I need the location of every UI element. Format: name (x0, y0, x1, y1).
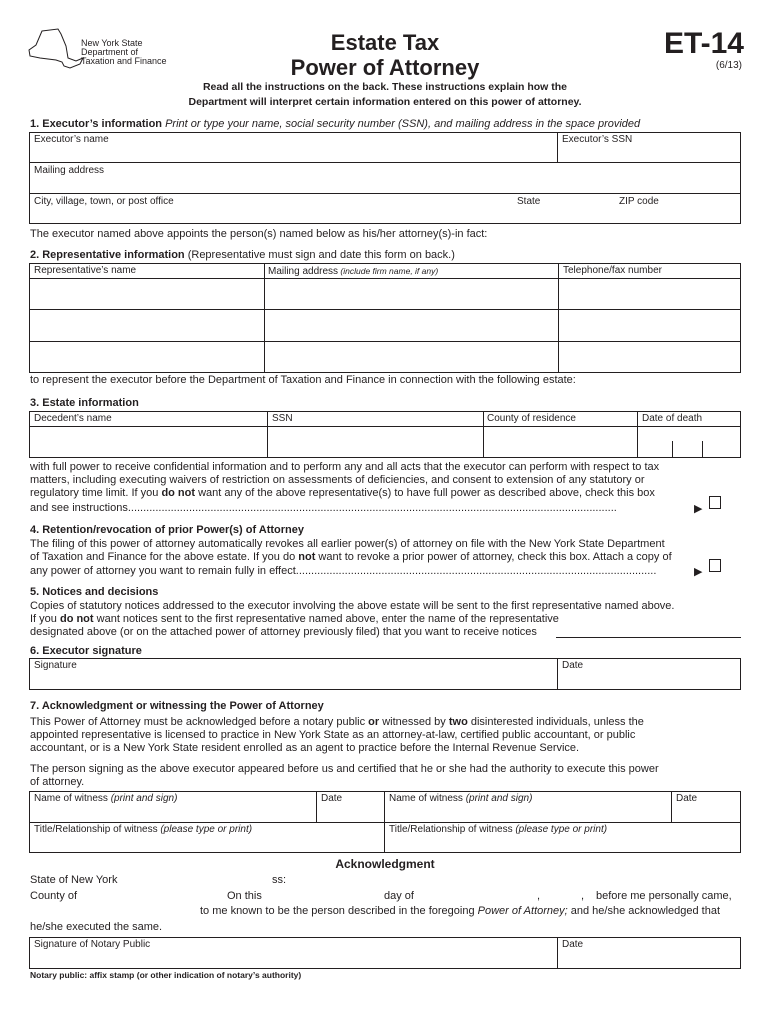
witness-2-title-label (389, 824, 607, 836)
witness-2-name-field[interactable] (385, 792, 670, 821)
known-b: Power of Attorney; (477, 905, 568, 917)
full-power-line-3a: regulatory time limit. If you (30, 487, 162, 499)
witness-1-title-field[interactable] (30, 823, 383, 852)
section-5-heading: 5. Notices and decisions (30, 586, 159, 598)
col-telephone-fax: Telephone/fax number (563, 265, 662, 276)
notary-signature-label: Signature of Notary Public (34, 939, 151, 950)
ack-para-1-line-1 (30, 716, 644, 729)
col-decedent-name: Decedent’s name (34, 413, 112, 424)
represent-statement: to represent the executor before the Department of Taxation and Finance in connection with the following estate: (30, 374, 576, 386)
witness-name-note: (print and sign) (462, 793, 533, 804)
witness-1-date-label: Date (321, 793, 343, 804)
revocation-line-2a: of Taxation and Finance for the above estate. If you do (30, 551, 299, 563)
state-of-new-york: State of New York (30, 874, 118, 886)
col-representative-name: Representative’s name (34, 265, 137, 276)
instructions-line-2: Department will interpret certain information entered on this power of attorney. (188, 96, 582, 108)
col-mailing-address-label: Mailing address (268, 266, 339, 277)
no-full-power-checkbox[interactable] (709, 496, 721, 509)
ack-para-2-line-2: of attorney. (30, 776, 85, 788)
revocation-not: not (298, 551, 316, 563)
witness-name-note: (print and sign) (107, 793, 178, 804)
executor-name-label: Executor’s name (34, 134, 109, 145)
representative-3-address-field[interactable] (265, 342, 557, 372)
representative-1-phone-field[interactable] (559, 279, 740, 308)
form-title-line-2: Power of Attorney (290, 55, 480, 80)
comma-1: , (537, 890, 541, 902)
state-label: State (517, 196, 541, 207)
ss-label: ss: (272, 874, 287, 886)
executor-mailing-address-field[interactable] (30, 163, 740, 192)
notices-line-1: Copies of statutory notices addressed to the executor involving the above estate will be sent to the first representative named above. (30, 600, 675, 612)
notices-line-3: designated above (or on the attached power of attorney previously filed) that you want to receive notices (30, 626, 537, 638)
agency-line-2: Department of (81, 47, 139, 57)
county-field[interactable] (82, 889, 222, 903)
ack-para-1-line-3: accountant, or is a New York State resident enrolled as an agent to practice before the Internal Revenue Service. (30, 742, 580, 754)
revocation-line-3: any power of attorney you want to remain fully in effect...................................................................................................................... (30, 565, 657, 577)
agency-line-3: Taxation and Finance (81, 56, 167, 66)
full-power-line-3c: want any of the above representative(s) to have full power as described above, check this box (195, 487, 655, 499)
ack-para-2-line-1: The person signing as the above executor appeared before us and certified that he or she had the authority to execute this power (30, 763, 659, 775)
revocation-line-2c: want to revoke a prior power of attorney, check this box. Attach a copy of (315, 551, 672, 563)
representative-2-address-field[interactable] (265, 310, 557, 340)
executor-ssn-label: Executor’s SSN (562, 134, 633, 145)
section-4-heading: 4. Retention/revocation of prior Power(s) of Attorney (30, 524, 305, 536)
notices-line-2c: want notices sent to the first representative named above, enter the name of the representative (93, 613, 559, 625)
full-power-line-2: matters, including executing waivers of restriction on assessments of deficiencies, and consent to extension of any statutory or (30, 474, 645, 486)
new-york-state-map-logo (28, 28, 84, 76)
section-2-note: (Representative must sign and date this form on back.) (184, 249, 455, 261)
witness-title-note: (please type or print) (157, 824, 253, 835)
ack-para-1-line-2: appointed representative is licensed to practice in New York State as an attorney-at-law, certified public accountant, or public (30, 729, 636, 741)
date-of-death-field[interactable] (638, 427, 740, 457)
known-to-me-line (200, 905, 720, 918)
on-this-label: On this (227, 890, 262, 902)
witness-2-name-label (389, 793, 532, 805)
revocation-line-2 (30, 551, 672, 564)
representative-1-address-field[interactable] (265, 279, 557, 308)
representative-1-name-field[interactable] (30, 279, 263, 308)
notary-date-field[interactable] (558, 938, 740, 968)
witness-1-title-label (34, 824, 252, 836)
witness-name-text: Name of witness (389, 793, 463, 804)
section-2-title: 2. Representative information (30, 249, 185, 261)
representative-2-name-field[interactable] (30, 310, 263, 340)
city-label: City, village, town, or post office (34, 196, 174, 207)
full-power-line-4: and see instructions................................................................................................................................................................ (30, 502, 617, 514)
col-mailing-address (268, 265, 438, 278)
witness-1-name-label (34, 793, 177, 805)
section-1-note: Print or type your name, social security number (SSN), and mailing address in the space provided (162, 118, 641, 130)
known-c: and he/she acknowledged that (567, 905, 720, 917)
representative-3-phone-field[interactable] (559, 342, 740, 372)
witness-1-date-field[interactable] (317, 792, 383, 821)
county-of-residence-field[interactable] (484, 427, 636, 457)
executor-zip-field[interactable] (614, 194, 740, 223)
witness-2-date-field[interactable] (672, 792, 740, 821)
day-of-label: day of (384, 890, 414, 902)
witness-2-title-field[interactable] (385, 823, 740, 852)
ack-p1-or: or (368, 716, 380, 728)
notices-line-2a: If you (30, 613, 60, 625)
arrow-right-icon: ▶ (694, 566, 703, 578)
known-a: to me known to be the person described in the foregoing (200, 905, 478, 917)
month-field[interactable] (420, 889, 532, 903)
notary-stamp-note: Notary public: affix stamp (or other indication of notary’s authority) (30, 970, 302, 980)
section-1-title: 1. Executor’s information (30, 118, 163, 130)
zip-label: ZIP code (619, 196, 659, 207)
executor-ssn-field[interactable] (558, 133, 740, 161)
witness-2-date-label: Date (676, 793, 698, 804)
keep-prior-poa-checkbox[interactable] (709, 559, 721, 572)
col-mailing-address-note: (include firm name, if any) (338, 266, 439, 276)
notices-line-2 (30, 613, 559, 626)
section-3-heading: 3. Estate information (30, 397, 139, 409)
col-county-of-residence: County of residence (487, 413, 576, 424)
ack-p1-e: disinterested individuals, unless the (467, 716, 644, 728)
representative-3-name-field[interactable] (30, 342, 263, 372)
full-power-do-not: do not (161, 487, 196, 499)
signature-label: Signature (34, 660, 77, 671)
arrow-right-icon: ▶ (694, 503, 703, 515)
section-6-heading: 6. Executor signature (30, 645, 142, 657)
notary-signature-field[interactable] (30, 938, 556, 968)
notary-date-label: Date (562, 939, 584, 950)
witness-1-name-field[interactable] (30, 792, 315, 821)
date-label: Date (562, 660, 584, 671)
form-title-line-1: Estate Tax (330, 30, 440, 55)
notices-do-not: do not (59, 613, 94, 625)
agency-line-1: New York State (81, 38, 143, 48)
section-1-heading (30, 118, 640, 131)
representative-2-phone-field[interactable] (559, 310, 740, 340)
witness-title-text: Title/Relationship of witness (34, 824, 158, 835)
mailing-address-label: Mailing address (34, 165, 105, 176)
revocation-line-1: The filing of this power of attorney automatically revokes all earlier power(s) of attorney on file with the New York State Department (30, 538, 665, 550)
witness-name-text: Name of witness (34, 793, 108, 804)
witness-title-note: (please type or print) (512, 824, 608, 835)
executor-signature-date-field[interactable] (558, 659, 740, 689)
executor-name-field[interactable] (30, 133, 556, 161)
county-of-label: County of (30, 890, 78, 902)
person-name-field[interactable] (30, 904, 195, 918)
appoints-statement: The executor named above appoints the person(s) named below as his/her attorney(s)-in fact: (30, 228, 488, 240)
form-revision: (6/13) (715, 60, 742, 71)
form-id: ET-14 (663, 27, 744, 60)
ack-p1-a: This Power of Attorney must be acknowledged before a notary public (30, 716, 369, 728)
before-me-text: before me personally came, (596, 890, 732, 902)
ack-p1-c: witnessed by (379, 716, 449, 728)
witness-title-text: Title/Relationship of witness (389, 824, 513, 835)
full-power-line-3 (30, 487, 655, 500)
notices-representative-field[interactable] (556, 637, 741, 638)
day-number-field[interactable] (266, 889, 378, 903)
executed-same-text: he/she executed the same. (30, 921, 163, 933)
ack-p1-two: two (448, 716, 468, 728)
full-power-line-1: with full power to receive confidential information and to perform any and all acts that the executor can perform with respect to tax (30, 461, 660, 473)
section-2-heading (30, 249, 455, 262)
decedent-ssn-field[interactable] (268, 427, 482, 457)
instructions-line-1: Read all the instructions on the back. These instructions explain how the (202, 81, 568, 93)
decedent-name-field[interactable] (30, 427, 266, 457)
comma-2: , (581, 890, 585, 902)
col-ssn: SSN (272, 413, 293, 424)
section-7-heading: 7. Acknowledgment or witnessing the Power of Attorney (30, 700, 324, 712)
executor-city-field[interactable] (30, 194, 510, 223)
executor-state-field[interactable] (512, 194, 612, 223)
acknowledgment-heading: Acknowledgment (335, 857, 435, 871)
col-date-of-death: Date of death (642, 413, 703, 424)
executor-signature-field[interactable] (30, 659, 556, 689)
